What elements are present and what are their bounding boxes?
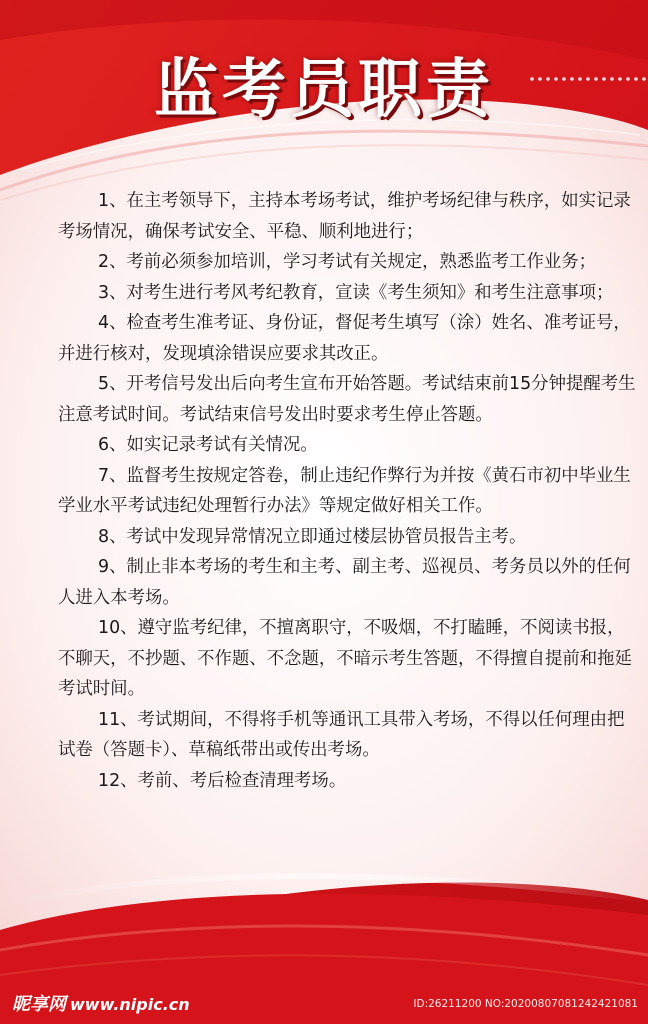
list-item: 12、考前、考后检查清理考场。 <box>98 770 347 791</box>
page-title: 监考员职责 <box>154 53 494 127</box>
list-item: 8、考试中发现异常情况立即通过楼层协管员报告主考。 <box>98 526 527 547</box>
list-item: 9、制止非本考场的考生和主考、副主考、巡视员、考务员以外的任何人进入本考场。 <box>58 557 631 608</box>
list-item: 3、对考生进行考风考纪教育，宣读《考生须知》和考生注意事项； <box>98 282 614 303</box>
watermark-logo <box>12 994 190 1016</box>
watermark-id: ID:26211200 NO:20200807081242421081 <box>413 998 638 1010</box>
list-item: 1、在主考领导下，主持本考场考试，维护考场纪律与秩序，如实记录考场情况，确保考试安全、平稳、顺利地进行； <box>58 191 631 242</box>
list-item: 2、考前必须参加培训，学习考试有关规定，熟悉监考工作业务； <box>98 252 597 272</box>
list-item: 7、监督考生按规定答卷，制止违纪作弊行为并按《黄石市初中毕业生学业水平考试违纪处理暂行办法》等规定做好相关工作。 <box>58 465 631 516</box>
list-item: 4、检查考生准考证、身份证，督促考生填写（涂）姓名、准考证号，并进行核对，发现填涂错误应要求其改正。 <box>58 313 631 364</box>
list-item: 5、开考信号发出后向考生宣布开始答题。考试结束前15分钟提醒考生注意考试时间。考试结束信号发出时要求考生停止答题。 <box>58 374 636 425</box>
list-item: 11、考试期间，不得将手机等通讯工具带入考场，不得以任何理由把试卷（答题卡）、草稿纸带出或传出考场。 <box>58 709 625 760</box>
list-item: 6、如实记录考试有关情况。 <box>98 435 318 455</box>
watermark-site: www.nipic.cn <box>70 995 190 1014</box>
list-item: 10、遵守监考纪律，不擅离职守，不吸烟，不打瞌睡，不阅读书报，不聊天，不抄题、不作题、不念题，不暗示考生答题，不得擅自提前和拖延考试时间。 <box>58 618 632 699</box>
watermark-logo-text: 昵享网 <box>12 994 66 1015</box>
title-dotted-line <box>528 76 646 82</box>
duty-list <box>58 186 636 796</box>
